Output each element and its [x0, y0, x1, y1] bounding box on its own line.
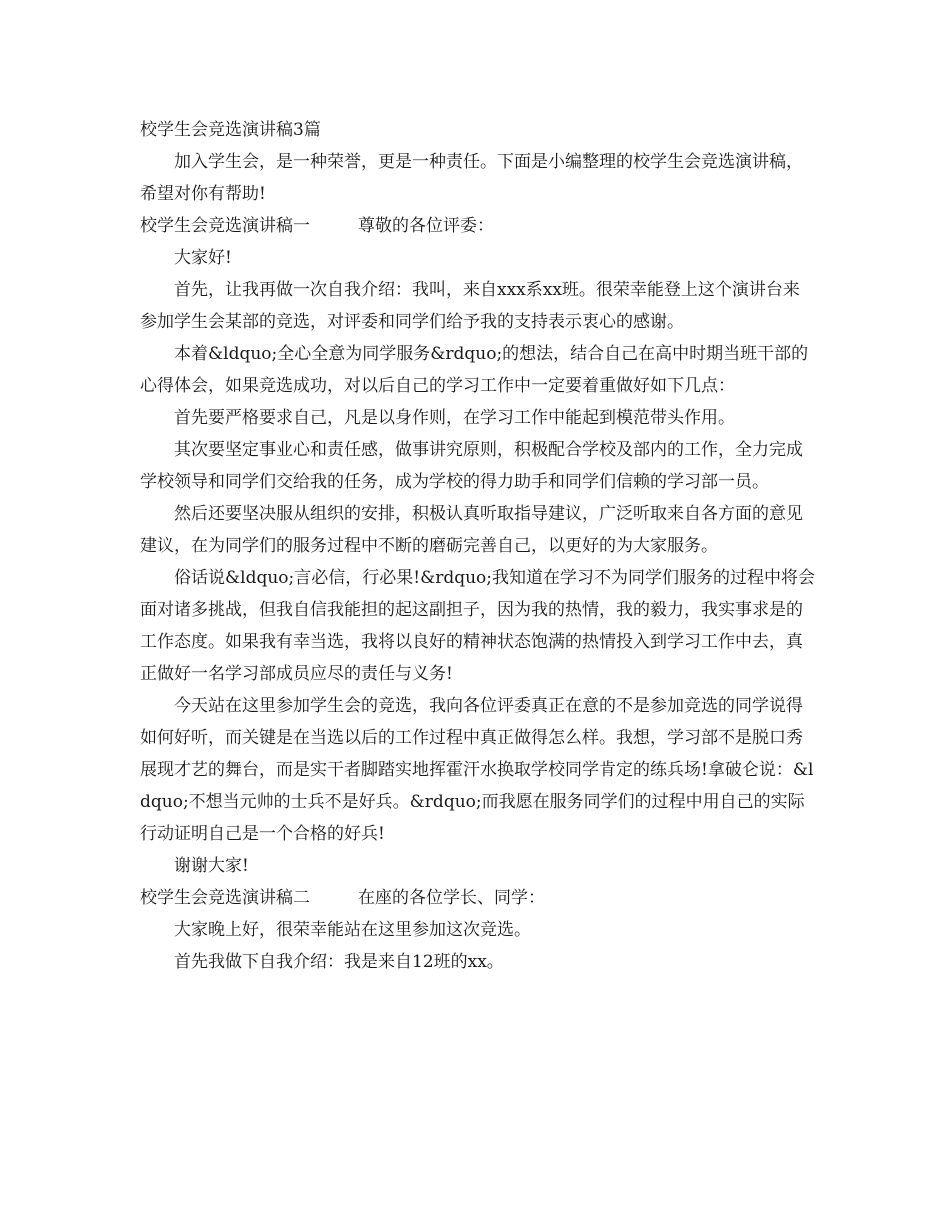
intro-paragraph: 加入学生会，是一种荣誉，更是一种责任。下面是小编整理的校学生会竞选演讲稿，希望对你有帮助! — [140, 152, 803, 204]
document-title: 校学生会竞选演讲稿3篇 — [140, 120, 321, 140]
speech2-paragraph: 大家晚上好，很荣幸能站在这里参加这次竞选。 — [174, 920, 531, 940]
speech1-paragraph: 谢谢大家! — [174, 856, 249, 876]
speech1-paragraph: 大家好! — [174, 248, 232, 268]
speech1-paragraph: 首先要严格要求自己，凡是以身作则，在学习工作中能起到模范带头作用。 — [174, 408, 735, 428]
speech1-heading: 校学生会竞选演讲稿一 — [140, 216, 310, 236]
speech1-paragraph: 本着&ldquo;全心全意为同学服务&rdquo;的想法，结合自己在高中时期当班干部的心得体会，如果竞选成功，对以后自己的学习工作中一定要着重做好如下几点： — [140, 344, 809, 396]
speech1-paragraph: 今天站在这里参加学生会的竞选，我向各位评委真正在意的不是参加竞选的同学说得如何好听，而关键是在当选以后的工作过程中真正做得怎么样。我想，学习部不是脱口秀展现才艺的舞台，而是实干者脚踏实地挥霍汗水换取学校同学肯定的练兵场!拿破仑说：&ldquo;不想当元帅的士兵不是好兵。&rdquo;而我愿在服务同学们的过程中用自己的实际行动证明自己是一个合格的好兵! — [140, 696, 814, 844]
speech1-salutation: 尊敬的各位评委： — [358, 216, 494, 236]
speech2-salutation: 在座的各位学长、同学： — [358, 888, 545, 908]
speech2-heading: 校学生会竞选演讲稿二 — [140, 888, 310, 908]
speech1-heading-line — [140, 210, 816, 242]
speech1-paragraph: 俗话说&ldquo;言必信，行必果!&rdquo;我知道在学习不为同学们服务的过程中将会面对诸多挑战，但我自信我能担的起这副担子，因为我的热情，我的毅力，我实事求是的工作态度。如果我有幸当选，我将以良好的精神状态饱满的热情投入到学习工作中去，真正做好一名学习部成员应尽的责任与义务! — [140, 568, 816, 684]
speech1-paragraph: 然后还要坚决服从组织的安排，积极认真听取指导建议，广泛听取来自各方面的意见建议，在为同学们的服务过程中不断的磨砺完善自己，以更好的为大家服务。 — [140, 504, 803, 556]
speech2-heading-line — [140, 882, 816, 914]
document-body — [140, 114, 816, 978]
speech2-paragraph: 首先我做下自我介绍：我是来自12班的xx。 — [174, 952, 504, 972]
speech1-paragraph: 其次要坚定事业心和责任感，做事讲究原则，积极配合学校及部内的工作，全力完成学校领导和同学们交给我的任务，成为学校的得力助手和同学们信赖的学习部一员。 — [140, 440, 803, 492]
speech1-paragraph: 首先，让我再做一次自我介绍：我叫，来自xxx系xx班。很荣幸能登上这个演讲台来参加学生会某部的竞选，对评委和同学们给予我的支持表示衷心的感谢。 — [140, 280, 800, 332]
